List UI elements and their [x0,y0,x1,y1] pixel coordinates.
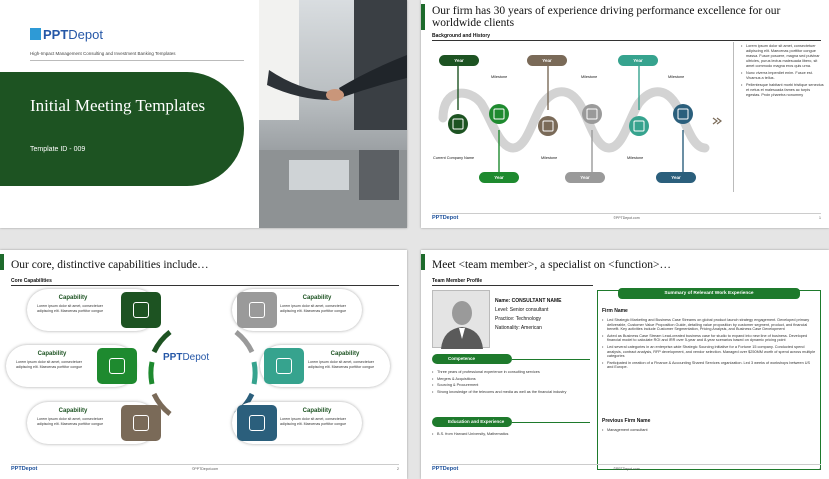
consultant-name: Name: CONSULTANT NAME [495,298,562,304]
experience-item: • Led several categories in an enterprise-wide Strategic Sourcing initiative for a Fortune 15 company. Conducted spend analysis, contract analysis, RFP development, and vendor selection. Managed over $250MM worth of spend across multiple categories [602,345,817,359]
competence-item: • Three years of professional experience in consulting services [432,370,587,375]
section-subtitle: Background and History [432,33,491,39]
handshake-icon [237,405,277,441]
handshake-icon [264,348,304,384]
timeline-pins [448,66,693,173]
milestone-label-5: Milestone [627,156,644,160]
footer-copyright: ©PPTDepot.com [613,467,640,471]
year-pill-5: Year [618,55,658,66]
ppt-depot-logo: PPTDepot [30,27,103,42]
handshake-icon [121,292,161,328]
capability-card-2: Capability Lorem ipsum dolor sit amet, consectetuer adipiscing elit. Maecenas porttitor congue [6,345,136,387]
page-number: 4 [819,467,821,471]
bullet-1: • Lorem ipsum dolor sit amet, consectetuer adipiscing elit. Maecenas porttitor congue massa. Fusce posuere, magna sed pulvinar ultricies, purus lectus malesuada libero, sit amet commodo magna eros quis urna. [741,44,825,69]
slide-footer [11,464,399,474]
education-item: • B.S. from Harvard University, Mathematics [432,432,587,437]
slide-history[interactable] [421,0,829,228]
slide-title[interactable] [0,0,407,228]
previous-firm-list [602,428,817,435]
firm-experience-list [602,318,817,372]
competence-item: • Sourcing & Procurement [432,383,587,388]
competence-item: • Strong knowledge of the telecoms and media as well as the financial industry [432,390,587,395]
slide-title: Our firm has 30 years of experience driving performance excellence for our worldwide clients [432,5,781,29]
bullet-3: • Pellentesque habitant morbi tristique senectus et netus et malesuada fames ac turpis egestas. Proin pharetra nonummy [741,83,825,98]
experience-item: • Management consultant [602,428,817,433]
accent-bar [0,254,4,270]
slide-footer [432,464,821,474]
experience-item: • Participated in creation of a Finance & Accounting Shared Services organization. Led 3 weeks of workshops between US and Europe. [602,361,817,370]
title-panel [0,72,244,186]
avatar [432,290,490,348]
education-list [432,432,587,439]
person-icon [433,291,491,349]
footer-logo: PPTDepot [432,215,459,221]
template-id: Template ID - 009 [30,146,86,153]
center-logo: PPTDepot [163,352,210,363]
year-pill-4: Year [565,172,605,183]
accent-bar [421,4,425,30]
page-number: 1 [819,216,821,220]
competence-header: Competence [432,354,512,364]
firm-name: Firm Name [602,308,628,314]
year-pill-3: Year [527,55,567,66]
slide-footer [432,213,821,223]
divider [11,285,399,286]
education-header: Education and Experience [432,417,512,427]
milestone-label-4: Milestone [541,156,558,160]
capability-card-3: Capability Lorem ipsum dolor sit amet, consectetuer adipiscing elit. Maecenas porttitor congue [27,402,157,444]
year-pill-1: Year [439,55,479,66]
footer-copyright: ©PPTDepot.com [613,216,640,220]
year-pill-2: Year [479,172,519,183]
section-subtitle: Team Member Profile [432,278,483,284]
experience-item: • Acted as Business Case Stream Lead-created business case for studio to expand into new line of business. Developed financial model to calculate ROI and IRR over 5-year and 8-year scenarios based on dynamic pricing point [602,334,817,343]
slide-title: Meet <team member>, a specialist on <function>… [432,259,671,271]
slide-capabilities[interactable] [0,250,407,479]
handshake-icon [121,405,161,441]
capability-card-6: Capability Lorem ipsum dolor sit amet, consectetuer adipiscing elit. Maecenas porttitor congue [232,402,362,444]
capability-card-1: Capability Lorem ipsum dolor sit amet, consectetuer adipiscing elit. Maecenas porttitor congue [27,289,157,331]
footer-logo: PPTDepot [11,466,38,472]
work-experience-box [597,290,821,470]
divider [30,60,244,61]
history-bullets [741,44,825,100]
section-subtitle: Core Capabilities [11,278,52,284]
milestone-label-1: Milestone [491,75,508,79]
handshake-photo [259,0,407,228]
work-experience-header: Summary of Relevant Work Experience [618,288,800,299]
page-number: 2 [397,467,399,471]
competence-item: • Mergers & Acquisitions [432,377,587,382]
current-company-label: Current Company Name [433,156,475,160]
divider [432,285,593,286]
slide-title: Our core, distinctive capabilities include… [11,259,209,271]
slide-team-member[interactable] [421,250,829,479]
year-pill-6: Year [656,172,696,183]
accent-bar [421,254,425,270]
footer-logo: PPTDepot [432,466,459,472]
divider-vertical [733,42,734,192]
consultant-practice: Practice: Technology [495,316,542,322]
capability-card-4: Capability Lorem ipsum dolor sit amet, consectetuer adipiscing elit. Maecenas porttitor congue [232,289,362,331]
consultant-nationality: Nationality: American [495,325,542,331]
divider [432,40,821,41]
logo-icon [30,28,41,40]
tagline: High-Impact Management Consulting and Investment Banking Templates [30,51,176,56]
capability-card-5: Capability Lorem ipsum dolor sit amet, consectetuer adipiscing elit. Maecenas porttitor congue [260,345,390,387]
handshake-icon [237,292,277,328]
footer-copyright: ©PPTDepot.com [191,467,219,471]
previous-firm-name: Previous Firm Name [602,418,651,424]
deck-title: Initial Meeting Templates [30,96,206,115]
bullet-2: • Nunc viverra imperdiet enim. Fusce est. Vivamus a tellus. [741,71,825,81]
chevron-right-icon [713,118,721,124]
competence-list [432,370,587,396]
handshake-icon [97,348,137,384]
experience-item: • Led Strategic Marketing and Business Case Streams on global product launch strategy engagement. Developed primary deliverable, Customer Value Proposition Guide, detailing value proposition by customer segment, product, and financial benefit. Key activities include Customer Segmentation, Pricing Analysis, and Business Case Development [602,318,817,332]
milestone-label-3: Milestone [668,75,685,79]
consultant-level: Level: Senior consultant [495,307,549,313]
milestone-label-2: Milestone [581,75,598,79]
